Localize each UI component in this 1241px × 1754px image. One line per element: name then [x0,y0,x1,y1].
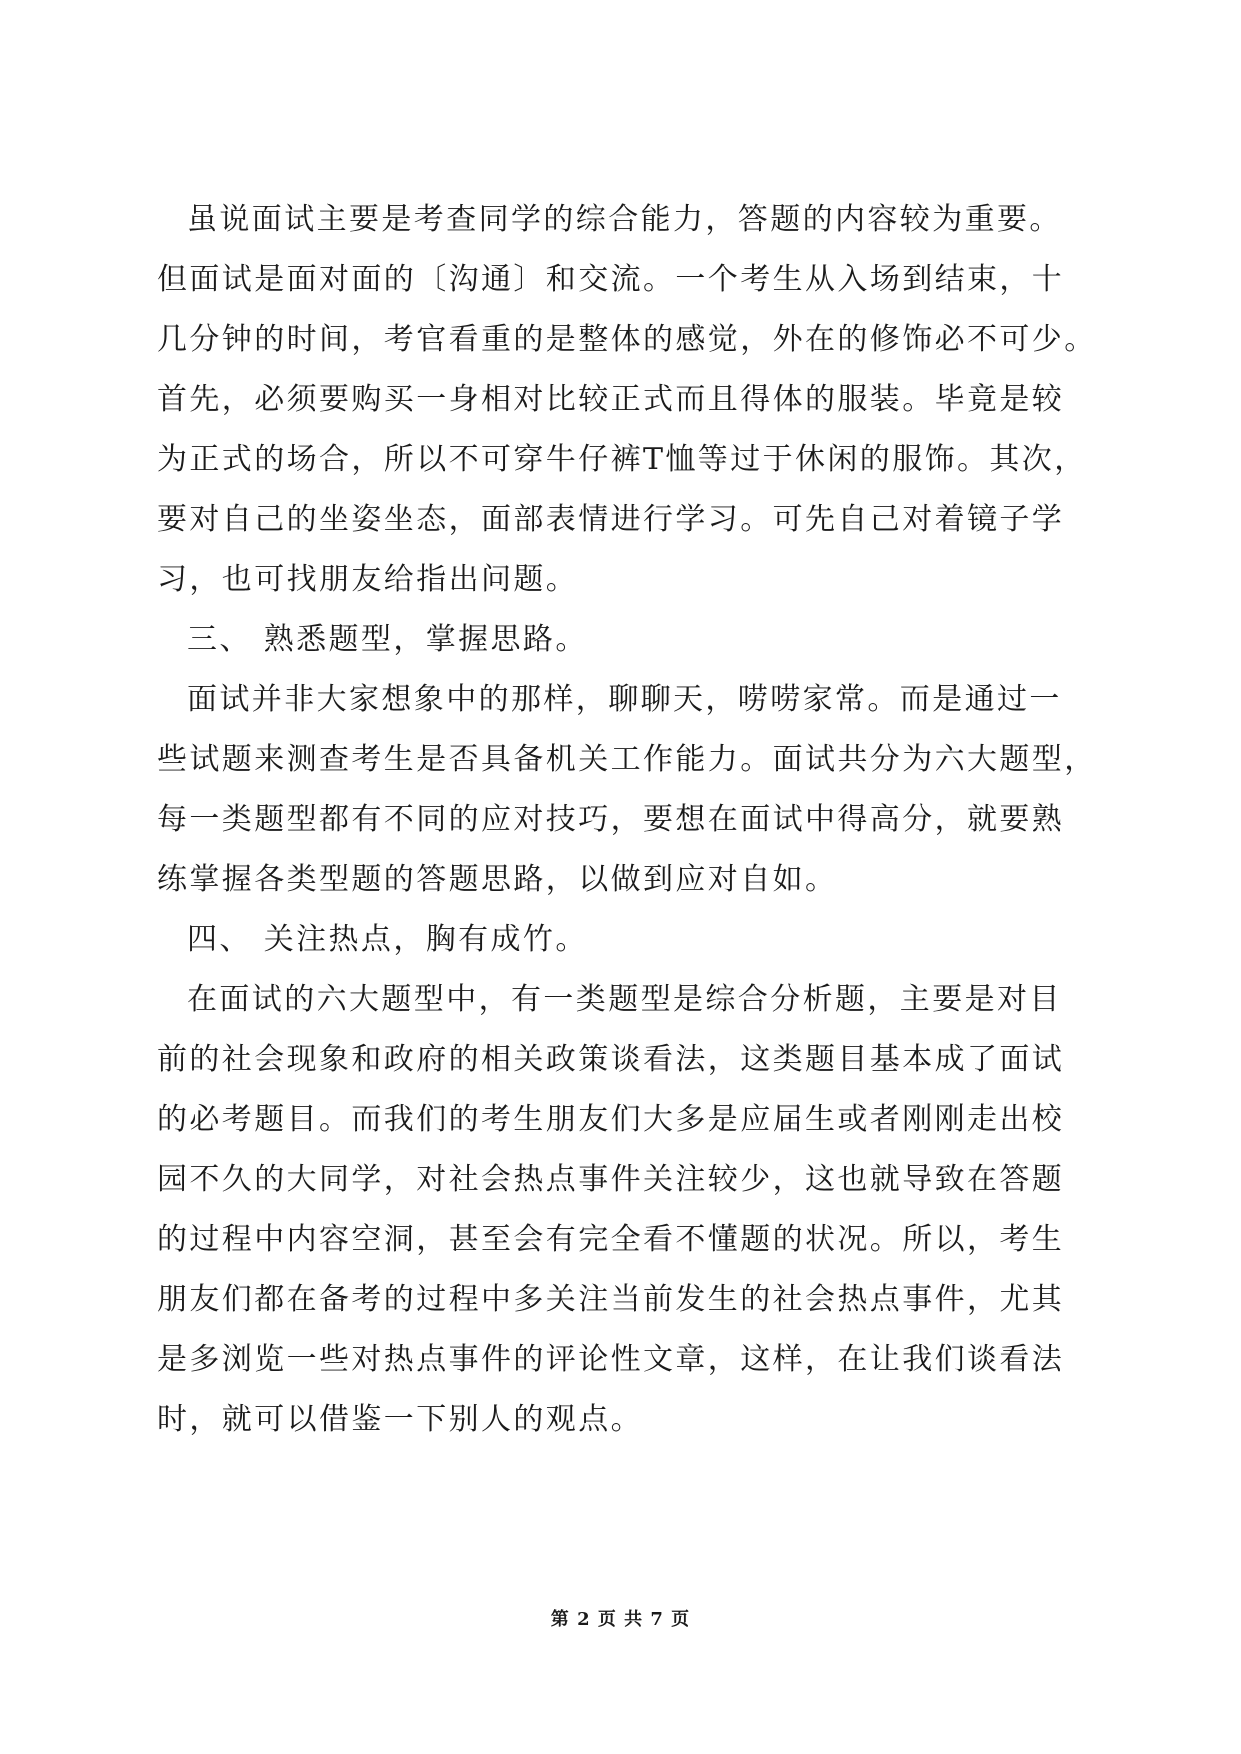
document-body [157,190,1107,1450]
paragraph-line: 朋友们都在备考的过程中多关注当前发生的社会热点事件，尤其 [157,1282,1065,1317]
paragraph-line: 的过程中内容空洞，甚至会有完全看不懂题的状况。所以，考生 [157,1222,1065,1257]
paragraph-line: 虽说面试主要是考查同学的综合能力，答题的内容较为重要。 [187,202,1062,237]
page-footer: 第 2 页 共 7 页 [550,1609,691,1630]
paragraph-line: 要对自己的坐姿坐态，面部表情进行学习。可先自己对着镜子学 [157,502,1065,537]
paragraph-line: 在面试的六大题型中，有一类题型是综合分析题，主要是对目 [187,982,1062,1017]
paragraph-line: 前的社会现象和政府的相关政策谈看法，这类题目基本成了面试 [157,1042,1065,1077]
paragraph-line: 面试并非大家想象中的那样，聊聊天，唠唠家常。而是通过一 [187,682,1062,717]
paragraph-line: 的必考题目。而我们的考生朋友们大多是应届生或者刚刚走出校 [157,1102,1065,1137]
paragraph-line: 每一类题型都有不同的应对技巧，要想在面试中得高分，就要熟 [157,802,1065,837]
paragraph-line: 园不久的大同学，对社会热点事件关注较少，这也就导致在答题 [157,1162,1065,1197]
paragraph-line: 些试题来测查考生是否具备机关工作能力。面试共分为六大题型， [157,742,1097,777]
paragraph-line: 为正式的场合，所以不可穿牛仔裤T恤等过于休闲的服饰。其次， [157,442,1087,477]
paragraph-line: 时，就可以借鉴一下别人的观点。 [157,1402,643,1437]
section-heading: 四、 关注热点，胸有成竹。 [187,922,588,957]
paragraph-line: 几分钟的时间，考官看重的是整体的感觉，外在的修饰必不可少。 [157,322,1097,357]
section-heading: 三、 熟悉题型，掌握思路。 [187,622,588,657]
paragraph-line: 首先，必须要购买一身相对比较正式而且得体的服装。毕竟是较 [157,382,1065,417]
paragraph-line: 习，也可找朋友给指出问题。 [157,562,579,597]
paragraph-line: 练掌握各类型题的答题思路，以做到应对自如。 [157,862,838,897]
paragraph-line: 但面试是面对面的〔沟通〕和交流。一个考生从入场到结束，十 [157,262,1065,297]
paragraph-line: 是多浏览一些对热点事件的评论性文章，这样，在让我们谈看法 [157,1342,1065,1377]
